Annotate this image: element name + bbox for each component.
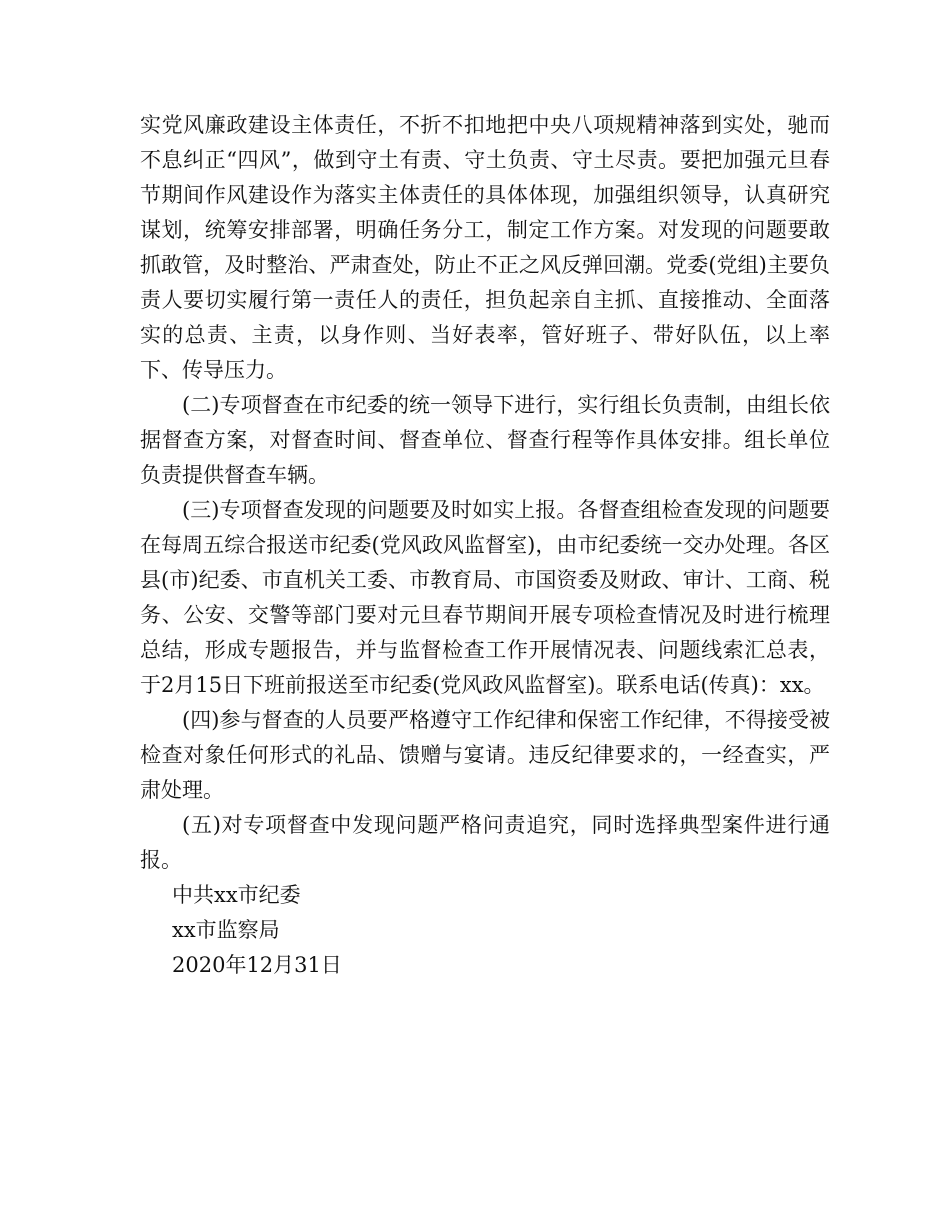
document-body: [140, 108, 830, 983]
paragraph-item-4: (四)参与督查的人员要严格遵守工作纪律和保密工作纪律，不得接受被检查对象任何形式的礼品、馈赠与宴请。违反纪律要求的，一经查实，严肃处理。: [140, 708, 830, 802]
signature-block: [140, 878, 830, 983]
signature-date: 2020年12月31日: [172, 953, 342, 977]
signature-org-bureau: xx市监察局: [172, 918, 280, 942]
paragraph-item-2: (二)专项督查在市纪委的统一领导下进行，实行组长负责制，由组长依据督查方案，对督查时间、督查单位、督查行程等作具体安排。组长单位负责提供督查车辆。: [140, 393, 830, 487]
paragraph-item-3: (三)专项督查发现的问题要及时如实上报。各督查组检查发现的问题要在每周五综合报送市纪委(党风政风监督室)，由市纪委统一交办处理。各区县(市)纪委、市直机关工委、市教育局、市国资委及财政、审计、工商、税务、公安、交警等部门要对元旦春节期间开展专项检查情况及时进行梳理总结，形成专题报告，并与监督检查工作开展情况表、问题线索汇总表，于2月15日下班前报送至市纪委(党风政风监督室)。联系电话(传真)：xx。: [140, 498, 830, 697]
paragraph-responsibility: 实党风廉政建设主体责任，不折不扣地把中央八项规精神落到实处，驰而不息纠正“四风”，做到守土有责、守土负责、守土尽责。要把加强元旦春节期间作风建设作为落实主体责任的具体体现，加强组织领导，认真研究谋划，统筹安排部署，明确任务分工，制定工作方案。对发现的问题要敢抓敢管，及时整治、严肃查处，防止不正之风反弹回潮。党委(党组)主要负责人要切实履行第一责任人的责任，担负起亲自主抓、直接推动、全面落实的总责、主责，以身作则、当好表率，管好班子、带好队伍，以上率下、传导压力。: [140, 113, 830, 382]
signature-org-commission: 中共xx市纪委: [172, 883, 301, 907]
paragraph-item-5: (五)对专项督查中发现问题严格问责追究，同时选择典型案件进行通报。: [140, 813, 830, 872]
